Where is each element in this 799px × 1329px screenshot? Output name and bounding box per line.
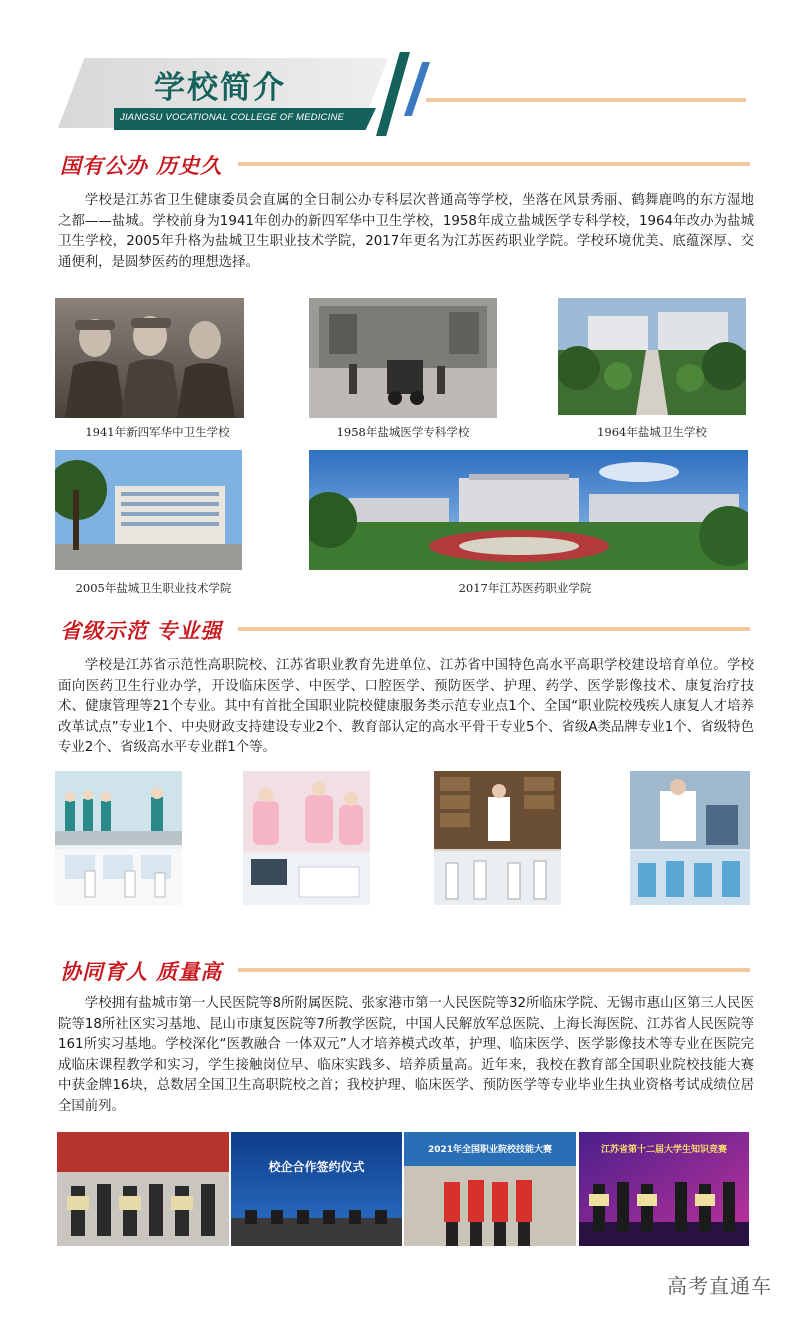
- photo-caption: 2017年江苏医药职业学院: [458, 581, 592, 595]
- photo-banner-text: 校企合作签约仪式: [268, 1160, 365, 1174]
- header-banner: [58, 52, 798, 136]
- photo-2005-school: [55, 450, 242, 570]
- photo-1958-school: [309, 298, 497, 418]
- section-title-majors: 省级示范 专业强: [60, 618, 223, 643]
- section-title-cooperation: 协同育人 质量高: [60, 959, 223, 984]
- banner-slash-blue: [404, 62, 430, 116]
- photo-training-pharmacy: [434, 771, 561, 905]
- photo-training-nursing: [55, 771, 182, 905]
- photo-2017-school: [309, 450, 748, 570]
- banner-rule: [426, 98, 746, 102]
- section-rule: [238, 627, 750, 631]
- section-rule: [238, 162, 750, 166]
- photo-banner-text: 2021年全国职业院校技能大赛: [427, 1145, 553, 1155]
- watermark: 高考直通车: [667, 1274, 772, 1298]
- college-name-en: JIANGSU VOCATIONAL COLLEGE OF MEDICINE: [120, 112, 345, 123]
- photo-training-care: [243, 771, 370, 905]
- photo-skills-competition: [404, 1132, 576, 1246]
- photo-caption: 2005年盐城卫生职业技术学院: [75, 581, 232, 595]
- photo-signing-ceremony: [231, 1132, 402, 1246]
- section-title-history: 国有公办 历史久: [60, 153, 223, 178]
- photo-1941-school: [55, 298, 244, 418]
- page-title: 学校简介: [154, 70, 286, 106]
- section-rule: [238, 968, 750, 972]
- photo-award-ceremony: [57, 1132, 229, 1246]
- section-text-majors: 学校是江苏省示范性高职院校、江苏省职业教育先进单位、江苏省中国特色高水平高职学校建设培育单位。学校面向医药卫生行业办学，开设临床医学、中医学、口腔医学、预防医学、护理、药学、医学影像技术、康复治疗技术、健康管理等21个专业。其中有首批全国职业院校健康服务类示范专业点1个、全国“职业院校残疾人康复人才培养改革试点”专业1个、中央财政支持建设专业2个、教育部认定的高水平骨干专业5个、省级A类品牌专业1个、省级特色专业2个、省级高水平专业群1个等。: [58, 658, 754, 755]
- photo-banner-text: 江苏省第十二届大学生知识竞赛: [600, 1145, 727, 1155]
- photo-knowledge-contest: [579, 1132, 749, 1246]
- photo-training-dental: [630, 771, 750, 905]
- photo-caption: 1964年盐城卫生学校: [597, 425, 707, 439]
- photo-caption: 1958年盐城医学专科学校: [336, 425, 470, 439]
- section-text-history: 学校是江苏省卫生健康委员会直属的全日制公办专科层次普通高等学校，坐落在风景秀丽、鹤舞鹿鸣的东方湿地之都——盐城。学校前身为1941年创办的新四军华中卫生学校，1958年成立盐城医学专科学校，1964年改办为盐城卫生学校，2005年升格为盐城卫生职业技术学院，2017年更名为江苏医药职业学院。学校环境优美、底蕴深厚、交通便利，是圆梦医药的理想选择。: [58, 193, 754, 270]
- photo-caption: 1941年新四军华中卫生学校: [85, 425, 230, 439]
- section-text-cooperation: 学校拥有盐城市第一人民医院等8所附属医院、张家港市第一人民医院等32所临床学院、无锡市惠山区第三人民医院等18所社区实习基地、昆山市康复医院等7所教学医院，中国人民解放军总医院、上海长海医院、江苏省人民医院等161所实习基地。学校深化“医教融合 一体双元”人才培养模式改革，护理、临床医学、医学影像技术等专业在医院完成临床课程教学和实习，学生接触岗位早、临床实践多、培养质量高。近年来，我校在教育部全国职业院校技能大赛中获金牌16块，总数居全国卫生高职院校之首；我校护理、临床医学、预防医学等专业毕业生执业资格考试成绩位居全国前列。: [58, 996, 754, 1114]
- photo-1964-school: [558, 298, 746, 415]
